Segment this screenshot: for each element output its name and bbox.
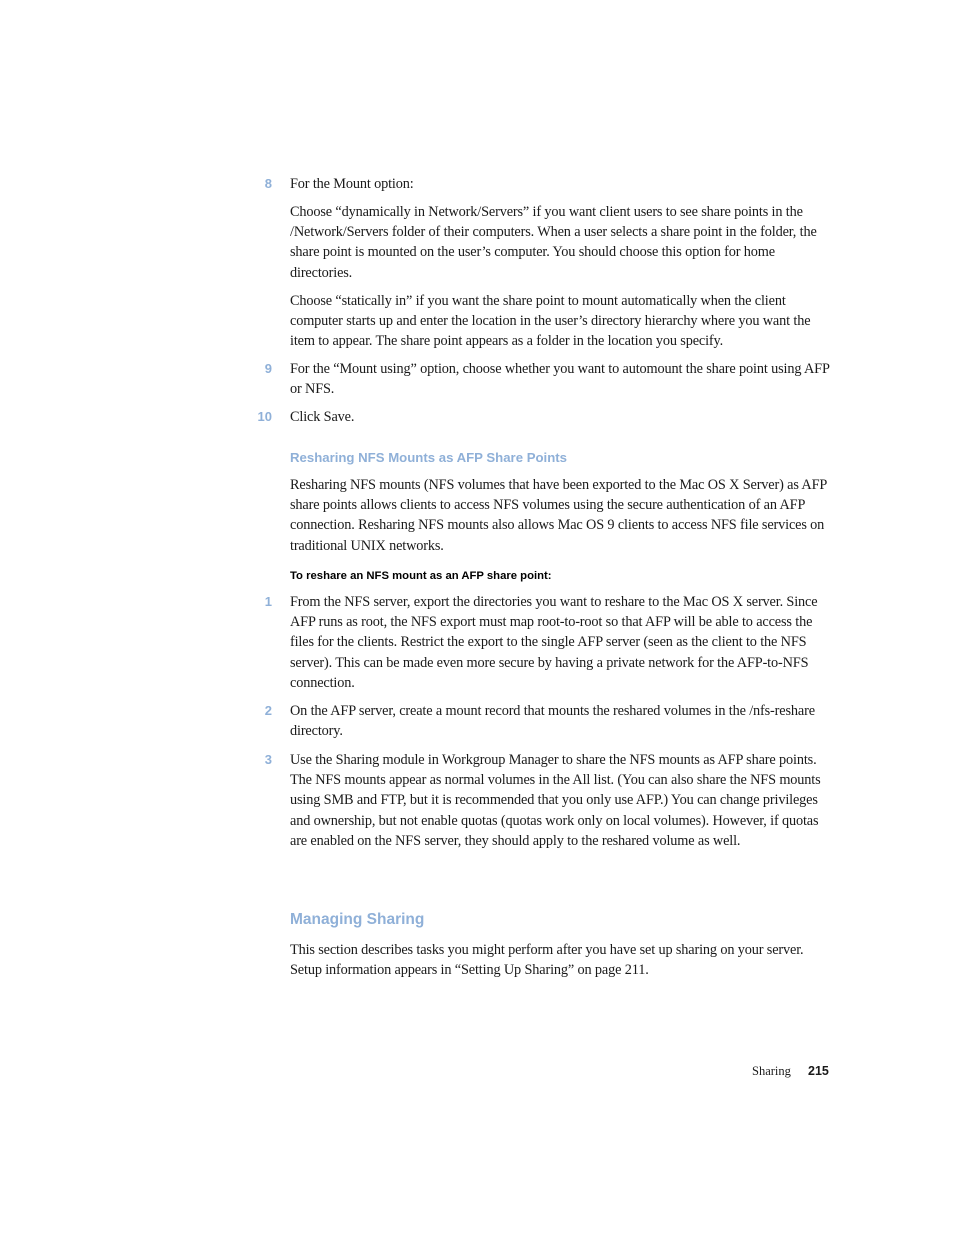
footer-section-label: Sharing [752, 1064, 791, 1078]
managing-sharing-paragraph: This section describes tasks you might perform after you have set up sharing on your server. Setup information appears in “Setting Up Sharing” on page 211. [290, 942, 804, 979]
step-number: 2 [264, 703, 272, 718]
step-text: For the “Mount using” option, choose whether you want to automount the share point using AFP or NFS. [290, 361, 830, 398]
mount-option-static-paragraph: Choose “statically in” if you want the share point to mount automatically when the client computer starts up and enter the location in the user’s directory hierarchy where you want the item to appear. The share point appears as a folder in the location you specify. [290, 293, 811, 350]
step-number: 1 [264, 594, 272, 609]
step-text: Use the Sharing module in Workgroup Manager to share the NFS mounts as AFP share points. The NFS mounts appear as normal volumes in the All list. (You can also share the NFS mounts using SMB and FTP, but it is recommended that you only use AFP.) You can change privileges and ownership, but not enable quotas (quotas work only on local volumes). However, if quotas are enabled on the NFS server, they should apply to the reshared volume as well. [290, 752, 821, 849]
step-text: On the AFP server, create a mount record that mounts the reshared volumes in the /nfs-reshare directory. [290, 703, 815, 740]
task-title: To reshare an NFS mount as an AFP share point: [290, 570, 552, 582]
mount-option-dynamic-paragraph: Choose “dynamically in Network/Servers” if you want client users to see share points in the /Network/Servers folder of their computers. When a user selects a share point in the folder, the share point is mounted on the user’s computer. You should choose this option for home directories. [290, 204, 817, 281]
step-text: For the Mount option: [290, 176, 414, 192]
resharing-heading: Resharing NFS Mounts as AFP Share Points [290, 450, 567, 465]
step-number: 8 [264, 176, 272, 191]
step-text: From the NFS server, export the directories you want to reshare to the Mac OS X server. Since AFP runs as root, the NFS export must map root-to-root so that AFP will be able to access the files for the clients. Restrict the export to the single AFP server (seen as the client to the NFS server). This can be made even more secure by having a private network for the AFP-to-NFS connection. [290, 594, 818, 691]
footer-page-number: 215 [808, 1064, 829, 1078]
step-number: 9 [264, 361, 272, 376]
step-text: Click Save. [290, 409, 355, 425]
resharing-intro-paragraph: Resharing NFS mounts (NFS volumes that have been exported to the Mac OS X Server) as AFP share points allows clients to access NFS volumes using the secure authentication of an AFP connection. Resharing NFS mounts also allows Mac OS 9 clients to access NFS file services on traditional UNIX networks. [290, 477, 827, 554]
step-number: 3 [264, 752, 272, 767]
managing-sharing-heading: Managing Sharing [290, 911, 425, 928]
step-number: 10 [257, 409, 272, 424]
